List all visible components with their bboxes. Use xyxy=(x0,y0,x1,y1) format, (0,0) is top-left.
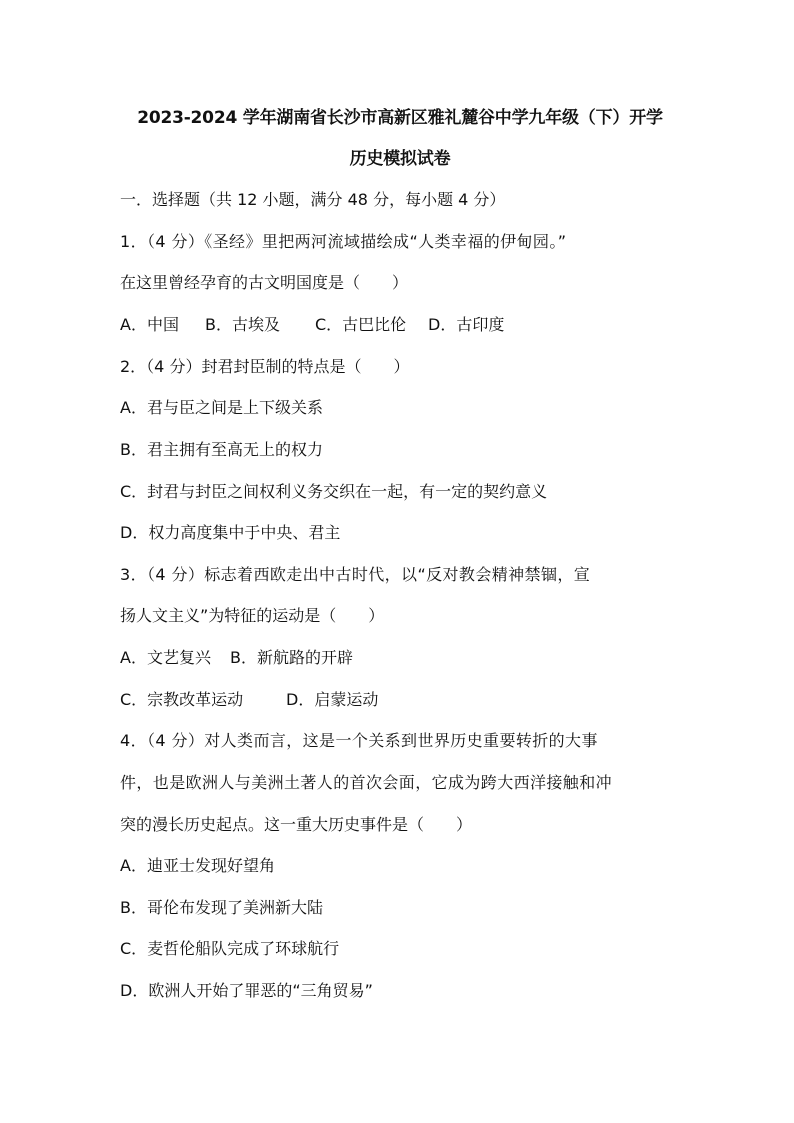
question-1-option-c: C．古巴比伦 xyxy=(315,315,407,334)
question-2-stem: 2．（4 分）封君封臣制的特点是（ ） xyxy=(120,357,410,376)
question-3-stem-line-2: 扬人文主义”为特征的运动是（ ） xyxy=(120,606,385,625)
question-3-option-c: C．宗教改革运动 xyxy=(120,690,244,709)
question-4-option-a: A．迪亚士发现好望角 xyxy=(120,856,275,875)
question-4-stem-line-3: 突的漫长历史起点。这一重大历史事件是（ ） xyxy=(120,815,473,834)
question-4-option-d: D．欧洲人开始了罪恶的“三角贸易” xyxy=(120,981,373,1000)
question-1-stem-line-2: 在这里曾经孕育的古文明国度是（ ） xyxy=(120,273,409,292)
question-3-option-a: A．文艺复兴 xyxy=(120,648,211,667)
question-3-option-d: D．启蒙运动 xyxy=(286,690,379,709)
question-3-option-b: B．新航路的开辟 xyxy=(230,648,353,667)
question-2-option-b: B．君主拥有至高无上的权力 xyxy=(120,440,323,459)
question-1-option-b: B．古埃及 xyxy=(205,315,280,334)
exam-title-line-1: 2023-2024 学年湖南省长沙市高新区雅礼麓谷中学九年级（下）开学 xyxy=(137,108,663,128)
question-1-option-d: D．古印度 xyxy=(428,315,505,334)
question-3-options-row-2 xyxy=(120,689,378,711)
question-3-stem-line-1: 3．（4 分）标志着西欧走出中古时代，以“反对教会精神禁锢，宣 xyxy=(120,565,591,584)
question-4-stem-line-2: 件，也是欧洲人与美洲土著人的首次会面，它成为跨大西洋接触和冲 xyxy=(120,773,613,792)
question-1-options xyxy=(120,314,504,336)
question-1-stem-line-1: 1．（4 分）《圣经》里把两河流域描绘成“人类幸福的伊甸园。” xyxy=(120,232,567,251)
question-4-stem-line-1: 4．（4 分）对人类而言，这是一个关系到世界历史重要转折的大事 xyxy=(120,731,598,750)
exam-title-line-2: 历史模拟试卷 xyxy=(349,149,451,169)
question-2-option-d: D．权力高度集中于中央、君主 xyxy=(120,523,341,542)
section-heading: 一．选择题（共 12 小题，满分 48 分，每小题 4 分） xyxy=(120,190,506,209)
question-2-option-a: A．君与臣之间是上下级关系 xyxy=(120,398,323,417)
question-1-option-a: A．中国 xyxy=(120,315,179,334)
question-2-option-c: C．封君与封臣之间权利义务交织在一起，有一定的契约意义 xyxy=(120,482,548,501)
question-4-option-c: C．麦哲伦船队完成了环球航行 xyxy=(120,939,340,958)
question-3-options-row-1 xyxy=(120,647,353,669)
question-4-option-b: B．哥伦布发现了美洲新大陆 xyxy=(120,898,323,917)
